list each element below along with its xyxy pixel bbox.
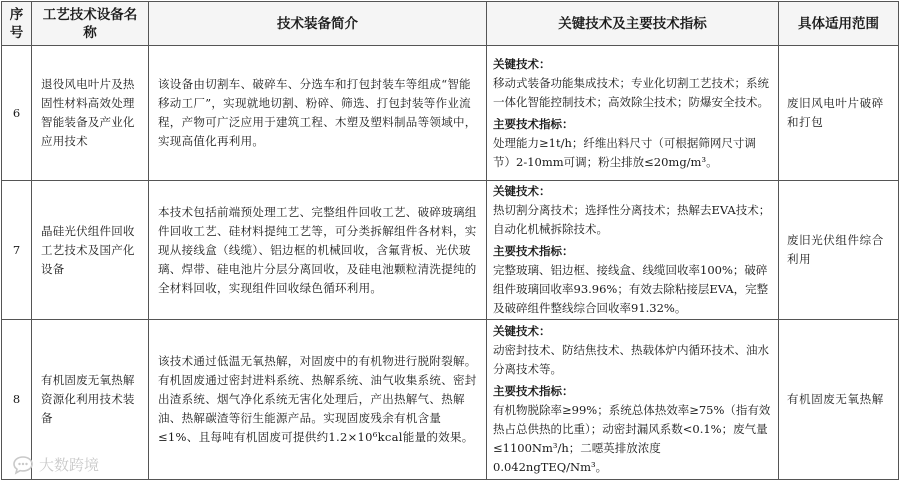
scope-text: 废旧光伏组件综合利用 <box>779 181 899 320</box>
key-tech-label: 关键技术： <box>493 324 551 338</box>
equipment-intro: 该技术通过低温无氧热解，对固废中的有机物进行脱附裂解。有机固废通过密封进料系统、热解系统、油气收集系统、密封出渣系统、烟气净化系统无害化处理后，产出热解气、热解油、热解碳渣等衍生能源产品。实现固废残余有机含量≤1%、且每吨有机固废可提供约1.2×10⁶kcal能量的效果。 <box>149 320 487 480</box>
key-tech-cell <box>487 46 779 181</box>
equipment-name: 退役风电叶片及热固性材料高效处理智能装备及产业化应用技术 <box>32 46 149 181</box>
row-number: 6 <box>2 46 32 181</box>
indicator-label: 主要技术指标： <box>493 244 574 258</box>
indicator-label: 主要技术指标： <box>493 116 574 131</box>
watermark-text: 大数跨境 <box>39 456 100 474</box>
key-tech-text: 动密封技术、防结焦技术、热载体炉内循环技术、油水分离技术等。 <box>493 343 769 376</box>
equipment-intro: 本技术包括前端预处理工艺、完整组件回收工艺、破碎玻璃组件回收工艺、硅材料提纯工艺等，可分类拆解组件各材料，实现从接线盒（线缆）、铝边框的机械回收，含氟背板、光伏玻璃、焊带、硅电池片分层分离回收，及硅电池颗粒清洗提纯的全材料回收，实现组件回收绿色循环利用。 <box>149 181 487 320</box>
header-key-tech: 关键技术及主要技术指标 <box>487 2 779 46</box>
equipment-name: 有机固废无氧热解资源化利用技术装备 <box>32 320 149 480</box>
key-tech-text: 热切割分离技术；选择性分离技术；热解去EVA技术；自动化机械拆除技术。 <box>493 203 771 236</box>
equipment-intro: 该设备由切割车、破碎车、分选车和打包封装车等组成“智能移动工厂”，实现就地切割、粉碎、筛选、打包封装等作业流程，产物可广泛应用于建筑工程、木塑及塑料制品等领域中，实现高值化再利用。 <box>149 46 487 181</box>
scope-text: 有机固废无氧热解 <box>779 320 899 480</box>
table-row <box>2 46 899 181</box>
equipment-name: 晶硅光伏组件回收工艺技术及国产化设备 <box>32 181 149 320</box>
row-number: 7 <box>2 181 32 320</box>
header-intro: 技术装备简介 <box>149 2 487 46</box>
header-scope: 具体适用范围 <box>779 2 899 46</box>
key-tech-cell <box>487 320 779 480</box>
header-row <box>2 2 899 46</box>
key-tech-label: 关键技术： <box>493 56 551 71</box>
header-equipment-name: 工艺技术设备名称 <box>32 2 149 46</box>
table-row <box>2 181 899 320</box>
indicator-text: 有机物脱除率≥99%；系统总体热效率≥75%（指有效热占总供热的比重）；动密封漏风系数<0.1%；废气量≤1100Nm³/h；二噁英排放浓度0.042ngTEQ/Nm³。 <box>493 403 771 474</box>
key-tech-text: 移动式装备功能集成技术；专业化切割工艺技术；系统一体化智能控制技术；高效除尘技术；防爆安全技术。 <box>493 75 769 109</box>
header-seq: 序号 <box>2 2 32 46</box>
key-tech-cell <box>487 181 779 320</box>
row-number: 8 <box>2 320 32 480</box>
indicator-text: 完整玻璃、铝边框、接线盒、线缆回收率100%；破碎组件玻璃回收率93.96%；有效去除粘接层EVA，完整及破碎组件整线综合回收率91.32%。 <box>493 263 769 315</box>
technology-catalog-table <box>1 1 899 480</box>
indicator-text: 处理能力≥1t/h；纤维出料尺寸（可根据筛网尺寸调节）2-10mm可调；粉尘排放≤20mg/m³。 <box>493 135 756 169</box>
table-row <box>2 320 899 480</box>
scope-text: 废旧风电叶片破碎和打包 <box>779 46 899 181</box>
indicator-label: 主要技术指标： <box>493 384 574 398</box>
key-tech-label: 关键技术： <box>493 184 551 198</box>
